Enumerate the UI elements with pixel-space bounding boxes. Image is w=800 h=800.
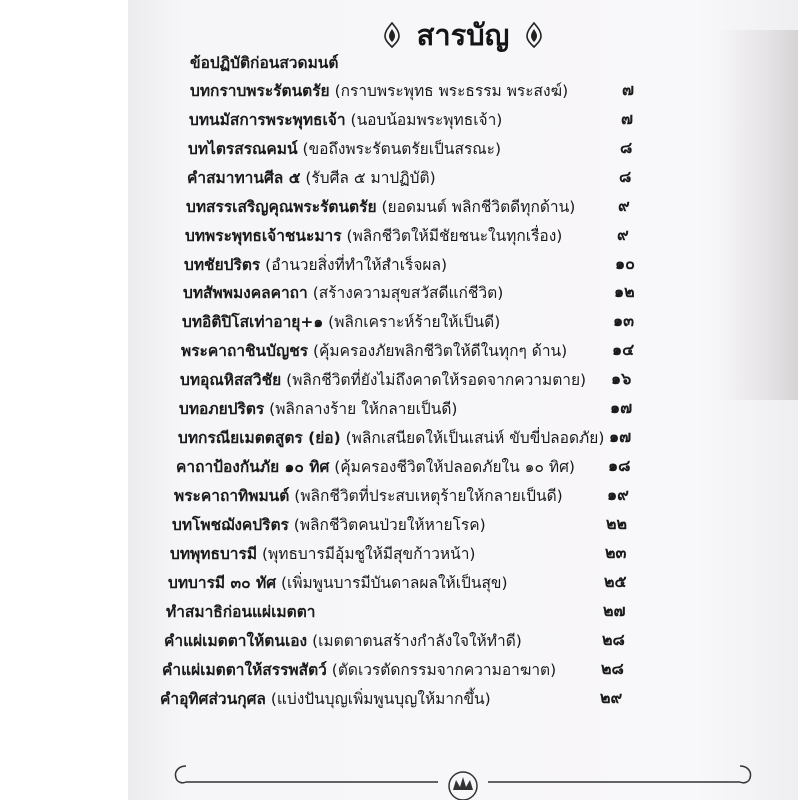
- toc-desc: (ตัดเวรตัดกรรมจากความอาฆาต): [331, 661, 557, 679]
- toc-title: พระคาถาทิพมนต์: [174, 487, 290, 505]
- toc-desc: (รับศีล ๕ มาปฏิบัติ): [305, 169, 436, 187]
- toc-desc: (พลิกชีวิตให้มีชัยชนะในทุกเรื่อง): [346, 227, 563, 245]
- toc-title: บทอุณหิสสวิชัย: [180, 371, 282, 389]
- toc-page-number: ๒๙: [600, 688, 623, 707]
- toc-desc: (พลิกลางร้าย ให้กลายเป็นดี): [269, 400, 458, 418]
- toc-desc: (พุทธบารมีอุ้มชูให้มีสุขก้าวหน้า): [261, 545, 476, 563]
- toc-page-number: ๗: [621, 109, 634, 128]
- toc-page-number: ๒๘: [601, 659, 624, 678]
- toc-title: บทบารมี ๓๐ ทัศ: [168, 574, 277, 592]
- right-scroll-icon: [740, 766, 751, 783]
- toc-title: บทกรณียเมตตสูตร (ย่อ): [178, 429, 341, 447]
- toc-desc: (คุ้มครองชีวิตให้ปลอดภัยใน ๑๐ ทิศ): [334, 458, 575, 476]
- toc-title: บทโพชฌังคปริตร: [172, 516, 289, 534]
- toc-page-number: ๗: [622, 80, 635, 99]
- toc-title: คำอุทิศส่วนกุศล: [160, 690, 266, 708]
- toc-desc: (ขอถึงพระรัตนตรัยเป็นสรณะ): [302, 140, 502, 158]
- toc-title: พระคาถาชินบัญชร: [181, 342, 309, 360]
- toc-page-number: ๑๗: [610, 398, 633, 417]
- toc-desc: (เมตตาตนสร้างกำลังใจให้ทำดี): [312, 632, 522, 650]
- toc-page-number: ๑๔: [612, 340, 635, 359]
- toc-title: ทำสมาธิก่อนแผ่เมตตา: [166, 603, 316, 621]
- toc-title: บทอิติปิโสเท่าอายุ+๑: [182, 313, 324, 331]
- toc-desc: (นอบน้อมพระพุทธเจ้า): [350, 111, 503, 129]
- page-title: สารบัญ: [416, 18, 510, 52]
- toc-desc: (พลิกชีวิตที่ประสบเหตุร้ายให้กลายเป็นดี): [294, 487, 563, 505]
- toc-page-number: ๑๐: [615, 254, 635, 273]
- toc-title: บทชัยปริตร: [184, 256, 261, 274]
- toc-desc: (พลิกชีวิตคนป่วยให้หายโรค): [293, 516, 486, 534]
- toc-page-number: ๑๙: [607, 485, 629, 504]
- toc-page-number: ๙: [618, 196, 630, 215]
- toc-page-number: ๘: [620, 138, 633, 157]
- toc-title: บทกราบพระรัตนตรัย: [190, 82, 330, 100]
- toc-title: บทนมัสการพระพุทธเจ้า: [189, 111, 346, 129]
- toc-title: ข้อปฏิบัติก่อนสวดมนต์: [190, 54, 339, 72]
- toc-title: บทไตรสรณคมน์: [188, 140, 298, 158]
- toc-page-number: ๑๖: [611, 369, 632, 388]
- toc-desc: (ยอดมนต์ พลิกชีวิตดีทุกด้าน): [381, 198, 576, 216]
- toc-title: คำแผ่เมตตาให้ตนเอง: [164, 632, 308, 650]
- lotus-emblem-icon: [449, 772, 477, 800]
- toc-title: คำแผ่เมตตาให้สรรพสัตว์: [162, 661, 327, 679]
- toc-page-number: ๒๒: [606, 514, 628, 533]
- toc-title: บทพุทธบารมี: [170, 545, 258, 563]
- toc-desc: (พลิกเสนียดให้เป็นเสน่ห์ ขับขี่ปลอดภัย): [345, 429, 605, 447]
- toc-title: บทสัพพมงคลคาถา: [183, 284, 308, 302]
- toc-title: บทสรรเสริญคุณพระรัตนตรัย: [186, 198, 377, 216]
- toc-title: คำสมาทานศีล ๕: [187, 169, 301, 187]
- toc-page-number: ๙: [617, 225, 629, 244]
- toc-desc: (พลิกชีวิตที่ยังไม่ถึงคาดให้รอดจากความตาย): [286, 371, 587, 389]
- toc-page-number: ๑๘: [608, 456, 631, 475]
- toc-page-number: ๑๒: [614, 282, 635, 301]
- right-ornament-icon: [524, 22, 544, 48]
- toc-page-number: ๑๓: [613, 311, 635, 330]
- toc-page-number: ๘: [619, 167, 632, 186]
- toc-desc: (แบ่งปันบุญเพิ่มพูนบุญให้มากขึ้น): [270, 690, 491, 708]
- toc-desc: (กราบพระพุทธ พระธรรม พระสงฆ์): [334, 82, 569, 100]
- toc-page-number: ๑๗: [609, 427, 632, 446]
- toc-desc: (เพิ่มพูนบารมีบันดาลผลให้เป็นสุข): [280, 574, 508, 592]
- toc-page-number: ๒๗: [603, 601, 626, 620]
- footer-ornament: [168, 760, 758, 800]
- toc-desc: (พลิกเคราะห์ร้ายให้เป็นดี): [328, 313, 501, 331]
- toc-desc: (คุ้มครองภัยพลิกชีวิตให้ดีในทุกๆ ด้าน): [312, 342, 568, 360]
- toc-title: บทพระพุทธเจ้าชนะมาร: [185, 227, 342, 245]
- toc-page-number: ๒๕: [604, 572, 627, 591]
- book-page: [128, 0, 798, 800]
- toc-page-number: ๒๓: [605, 543, 627, 562]
- toc-title: คาถาป้องกันภัย ๑๐ ทิศ: [176, 458, 330, 476]
- toc-title: บทอภยปริตร: [179, 400, 265, 418]
- left-ornament-icon: [382, 22, 402, 48]
- toc-desc: (สร้างความสุขสวัสดีแก่ชีวิต): [312, 284, 504, 302]
- toc-desc: (อำนวยสิ่งที่ทำให้สำเร็จผล): [265, 256, 448, 274]
- toc-page-number: ๒๘: [602, 630, 625, 649]
- left-scroll-icon: [175, 766, 186, 783]
